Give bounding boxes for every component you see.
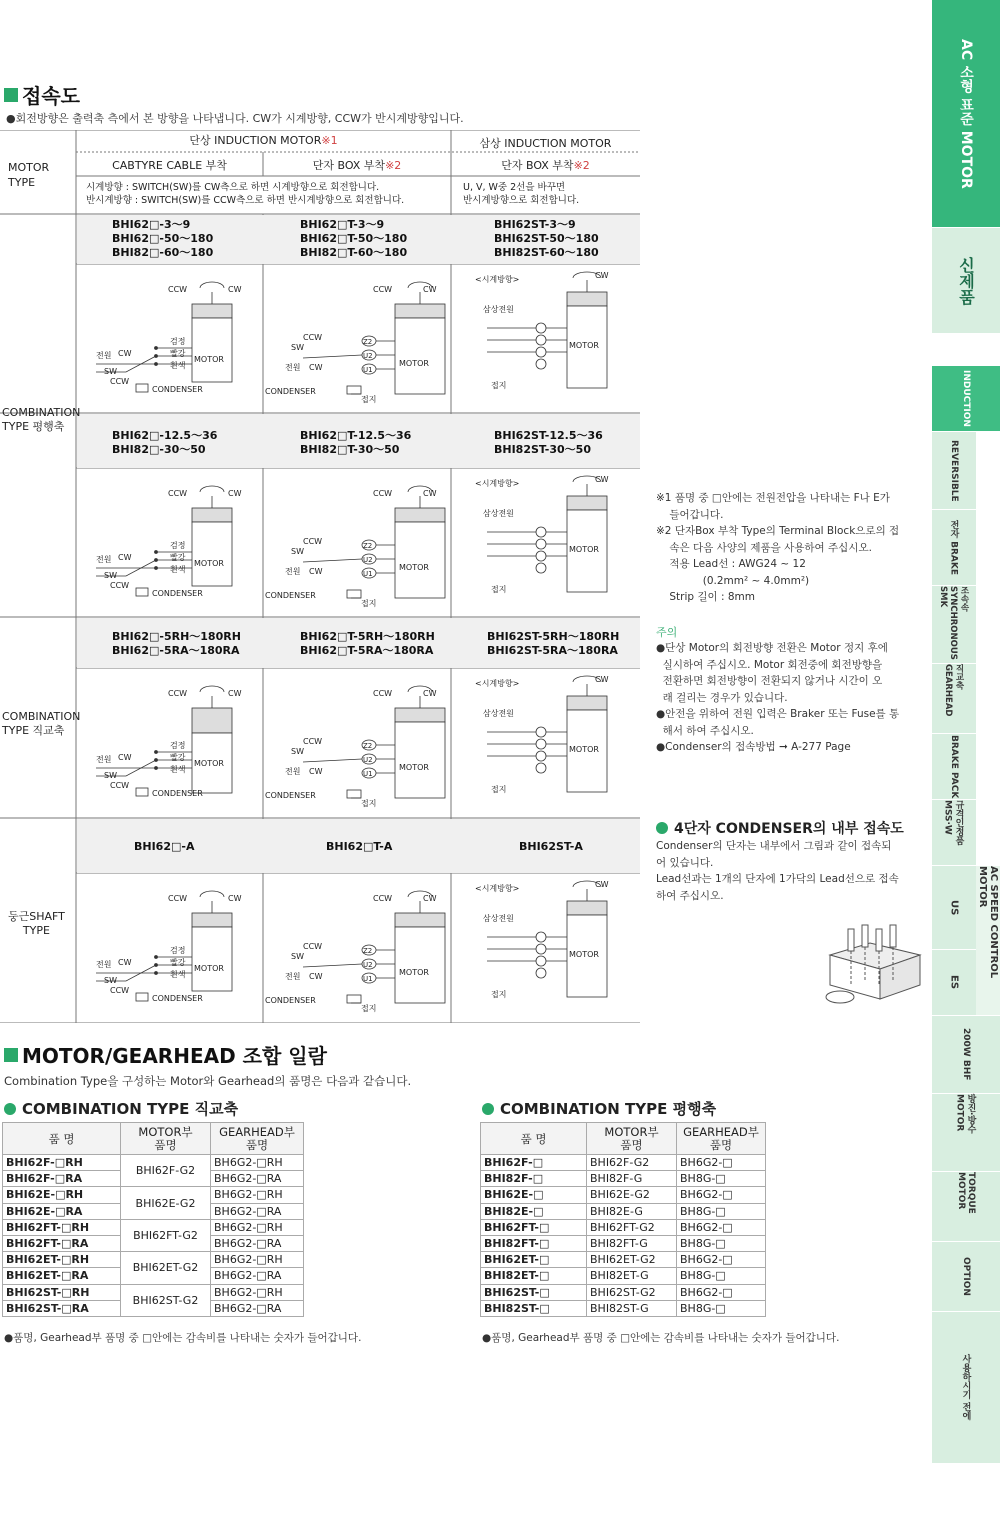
motor-part: BHI62F-G2 (121, 1155, 211, 1187)
diagram-label: CCW (168, 489, 188, 498)
diagram-label: 빨강 (170, 349, 186, 358)
row-label-parallel: COMBINATION TYPE 평행축 (2, 406, 81, 433)
product-name: BHI82ET-□ (481, 1268, 587, 1284)
diagram-label: CCW (168, 689, 188, 698)
terminal-header: 단자 BOX 부착 (312, 159, 386, 172)
table-row (3, 1187, 304, 1203)
diagram-label: SW (291, 747, 304, 756)
sidebar-item-waterproof[interactable]: 방진·방수 MOTOR (932, 1094, 1000, 1172)
table-row (3, 1219, 304, 1235)
wiring-diagram (263, 875, 451, 1023)
wiring-table (0, 130, 640, 1023)
diagram-label: 검정 (170, 946, 186, 955)
diagram-label: 전원 (285, 567, 301, 576)
sidebar-item-es[interactable]: ES (932, 950, 976, 1016)
wiring-diagram (451, 875, 640, 1023)
three-phase-header: 삼상 INDUCTION MOTOR (479, 137, 612, 150)
sidebar-item-option[interactable]: OPTION (932, 1242, 1000, 1312)
right-angle-title: COMBINATION TYPE 직교축 (4, 1098, 238, 1119)
gearhead-part: BH6G2-□RA (211, 1268, 304, 1284)
model-label: BHI62□-3～9 BHI62□-50～180 BHI82□-60～180 (112, 218, 214, 259)
gearhead-part: BH6G2-□RA (211, 1300, 304, 1316)
gearhead-part: BH6G2-□RA (211, 1203, 304, 1219)
diagram-label: CCW (373, 489, 393, 498)
diagram-label: MOTOR (194, 355, 224, 364)
diagram-label: Z2 (363, 542, 373, 550)
motor-part: BHI62E-G2 (587, 1187, 677, 1203)
cw-ccw-text: 시계방향 : SWITCH(SW)를 CW측으로 하면 시계방향으로 회전합니다. 반시계방향 : SWITCH(SW)를 CCW측으로 하면 반시계방향으로 회전합니다. (86, 182, 405, 206)
diagram-label: MOTOR (569, 745, 599, 754)
table-row (481, 1171, 766, 1187)
diagram-label: CW (595, 475, 609, 484)
sidebar-item-bhf[interactable]: 200W BHF (932, 1016, 1000, 1094)
gearhead-part: BH8G-□ (677, 1171, 766, 1187)
model-label: BHI62□-12.5～36 BHI82□-30～50 (112, 429, 218, 456)
uvw-text: U, V, W중 2선을 바꾸면 반시계방향으로 회전합니다. (463, 182, 580, 206)
section-title: 접속도 (4, 80, 80, 109)
diagram-label: SW (291, 547, 304, 556)
wiring-diagram (76, 670, 263, 818)
model-label: BHI62ST-12.5～36 BHI82ST-30～50 (494, 429, 603, 456)
product-name: BHI82F-□ (481, 1171, 587, 1187)
diagram-label: CCW (373, 689, 393, 698)
table-row (481, 1187, 766, 1203)
diagram-label: CCW (303, 537, 323, 546)
diagram-label: CW (309, 567, 323, 576)
diagram-label: MOTOR (569, 950, 599, 959)
gearhead-part: BH6G2-□RH (211, 1252, 304, 1268)
diagram-label: CONDENSER (265, 996, 316, 1005)
note-1: ※1 품명 중 □안에는 전원전압을 나타내는 F나 E가 들어갑니다. (656, 492, 890, 521)
diagram-label: CW (595, 880, 609, 889)
model-label: BHI62□-5RH～180RH BHI62□-5RA～180RA (112, 630, 241, 657)
product-name: BHI62ET-□ (481, 1252, 587, 1268)
product-name: BHI82ST-□ (481, 1300, 587, 1316)
model-label: BHI62□T-3～9 BHI62□T-50～180 BHI82□T-60～180 (300, 218, 408, 259)
diagram-label: 검정 (170, 541, 186, 550)
gearhead-part: BH6G2-□RH (211, 1155, 304, 1171)
diagram-label: 흰색 (170, 765, 186, 774)
diagram-label: CW (309, 972, 323, 981)
diagram-label: U1 (363, 975, 373, 983)
diagram-label: Z2 (363, 947, 373, 955)
sidebar-item-us[interactable]: US (932, 866, 976, 950)
diagram-label: 전원 (285, 363, 301, 372)
diagram-label: CCW (168, 894, 188, 903)
col-header: 품 명 (481, 1123, 587, 1155)
parallel-note: ●품명, Gearhead부 품명 중 □안에는 감속비를 나타내는 숫자가 들어갑니다. (482, 1332, 840, 1344)
col-header: GEARHEAD부 품명 (211, 1123, 304, 1155)
sidebar-item-brake-pack[interactable]: BRAKE PACK (932, 734, 976, 800)
table-row (481, 1268, 766, 1284)
gearhead-part: BH6G2-□RH (211, 1219, 304, 1235)
product-name: BHI62E-□ (481, 1187, 587, 1203)
sidebar-item-mss[interactable]: 규격인정품 MSS·W (932, 800, 976, 866)
product-name: BHI62F-□ (481, 1155, 587, 1171)
caution-title: 주의 (656, 626, 678, 639)
motor-part: BHI82ST-G (587, 1300, 677, 1316)
note-ref: ※2 (573, 159, 590, 172)
diagram-label: CCW (110, 986, 130, 995)
wiring-diagram (263, 670, 451, 818)
single-phase-header: 단상 INDUCTION MOTOR (189, 134, 322, 147)
sidebar-tab-new[interactable]: 신제품 (932, 228, 1000, 334)
section-2-title: MOTOR/GEARHEAD 조합 일람 (4, 1040, 327, 1069)
section-2-desc: Combination Type을 구성하는 Motor와 Gearhead의 품명은 다음과 같습니다. (4, 1074, 412, 1088)
diagram-label: CW (228, 285, 242, 294)
diagram-label: 빨강 (170, 958, 186, 967)
diagram-label: 전원 (96, 555, 112, 564)
wiring-diagram (451, 670, 640, 818)
parallel-title: COMBINATION TYPE 평행축 (482, 1098, 716, 1119)
motor-part: BHI62F-G2 (587, 1155, 677, 1171)
wiring-diagram (76, 266, 263, 414)
diagram-label: 흰색 (170, 565, 186, 574)
product-name: BHI62FT-□ (481, 1219, 587, 1235)
diagram-label: CW (423, 689, 437, 698)
caution-1: ●단상 Motor의 회전방향 전환은 Motor 정지 후에 실시하여 주십시오. Motor 회전중에 회전방향을 전환하면 회전방향이 전환되지 않거나 시간이 오 래 걸리는 경우가 있습니다. (656, 642, 888, 704)
product-name: BHI62ET-□RA (3, 1268, 121, 1284)
right-angle-table (2, 1122, 304, 1317)
gearhead-part: BH6G2-□RA (211, 1171, 304, 1187)
sidebar-item-induction[interactable]: INDUCTION (932, 366, 1000, 432)
product-name: BHI62F-□RA (3, 1171, 121, 1187)
diagram-label: CCW (303, 333, 323, 342)
parallel-table (480, 1122, 766, 1317)
diagram-label: 삼상전원 (483, 509, 514, 518)
diagram-label: Z2 (363, 742, 373, 750)
diagram-label: MOTOR (569, 341, 599, 350)
table-row (3, 1284, 304, 1300)
diagram-label: 전원 (96, 755, 112, 764)
model-label: BHI62ST-3～9 BHI62ST-50～180 BHI82ST-60～180 (494, 218, 599, 259)
diagram-label: 접지 (361, 395, 377, 404)
product-name: BHI62ST-□RH (3, 1284, 121, 1300)
diagram-label: <시계방향> (475, 479, 520, 488)
diagram-label: 삼상전원 (483, 305, 514, 314)
cabtyre-header: CABTYRE CABLE 부착 (112, 159, 227, 172)
diagram-label: 검정 (170, 741, 186, 750)
diagram-label: MOTOR (399, 359, 429, 368)
model-label: BHI62□T-A (326, 840, 393, 853)
diagram-label: CW (423, 894, 437, 903)
diagram-label: CW (595, 675, 609, 684)
gearhead-part: BH8G-□ (677, 1268, 766, 1284)
motor-part: BHI62ST-G2 (121, 1284, 211, 1316)
sidebar-item-synchronous[interactable]: 조속속 SYNCHRONOUS SMK (932, 586, 976, 664)
motor-part: BHI82F-G (587, 1171, 677, 1187)
motor-part: BHI62ST-G2 (587, 1284, 677, 1300)
diagram-label: MOTOR (194, 759, 224, 768)
sidebar-item-brake[interactable]: 전자 BRAKE (932, 510, 976, 586)
diagram-label: CCW (110, 377, 130, 386)
sidebar-tab-main[interactable]: AC 소형 표준 MOTOR (932, 0, 1000, 228)
gearhead-part: BH6G2-□ (677, 1187, 766, 1203)
sidebar-speed-control[interactable]: AC SPEED CONTROL MOTOR (976, 866, 1000, 1016)
motor-part: BHI62ET-G2 (587, 1252, 677, 1268)
wiring-diagram (76, 470, 263, 618)
product-name: BHI62F-□RH (3, 1155, 121, 1171)
diagram-label: CW (423, 489, 437, 498)
model-label: BHI62□T-12.5～36 BHI82□T-30～50 (300, 429, 412, 456)
row-label-right-angle: COMBINATION TYPE 직교축 (2, 710, 81, 737)
diagram-label: <시계방향> (475, 275, 520, 284)
table-row (481, 1219, 766, 1235)
diagram-label: CCW (110, 581, 130, 590)
motor-part: BHI82FT-G (587, 1235, 677, 1251)
note-ref: ※2 (385, 159, 402, 172)
model-label: BHI62ST-A (519, 840, 583, 853)
diagram-label: 전원 (285, 972, 301, 981)
table-row (3, 1155, 304, 1171)
condenser-illustration (820, 915, 930, 1010)
diagram-label: MOTOR (569, 545, 599, 554)
diagram-label: CONDENSER (265, 591, 316, 600)
note-ref: ※1 (321, 134, 338, 147)
motor-type-label: MOTOR TYPE (8, 161, 50, 189)
condenser-text: Condenser의 단자는 내부에서 그림과 같이 접속되 어 있습니다. Lead선과는 1개의 단자에 1가닥의 Lead선으로 접속 하여 주십시오. (656, 840, 899, 902)
diagram-label: CONDENSER (265, 387, 316, 396)
product-name: BHI62ST-□ (481, 1284, 587, 1300)
col-header: MOTOR부 품명 (587, 1123, 677, 1155)
diagram-label: SW (104, 571, 117, 580)
right-angle-note: ●품명, Gearhead부 품명 중 □안에는 감속비를 나타내는 숫자가 들어갑니다. (4, 1332, 362, 1344)
wiring-diagram (76, 875, 263, 1023)
table-row (481, 1203, 766, 1219)
diagram-label: 접지 (491, 585, 507, 594)
diagram-label: U2 (363, 352, 373, 360)
sidebar-item-torque[interactable]: TORQUE MOTOR (932, 1172, 1000, 1242)
diagram-label: U1 (363, 770, 373, 778)
note-2: ※2 단자Box 부착 Type의 Terminal Block으로의 접 속은 다음 사양의 제품을 사용하여 주십시오. 적용 Lead선 : AWG24 ~ 12 (0.2mm² ~ 4.0mm²) Strip 길이 : 8mm (656, 525, 900, 603)
model-label: BHI62ST-5RH～180RH BHI62ST-5RA～180RA (487, 630, 620, 657)
gearhead-part: BH6G2-□ (677, 1284, 766, 1300)
sidebar-item-gearhead[interactable]: 직교축 GEARHEAD (932, 664, 976, 734)
col-header: GEARHEAD부 품명 (677, 1123, 766, 1155)
product-name: BHI82FT-□ (481, 1235, 587, 1251)
diagram-label: U2 (363, 556, 373, 564)
wiring-diagram (451, 266, 640, 414)
diagram-label: CW (228, 689, 242, 698)
diagram-label: CONDENSER (152, 789, 203, 798)
diagram-label: Z2 (363, 338, 373, 346)
row-label-round: 둥근SHAFT TYPE (8, 910, 65, 937)
col-header: 품 명 (3, 1123, 121, 1155)
gearhead-part: BH6G2-□RA (211, 1235, 304, 1251)
product-name: BHI82E-□ (481, 1203, 587, 1219)
diagram-label: CCW (303, 737, 323, 746)
diagram-label: CONDENSER (152, 994, 203, 1003)
rotation-desc: ●회전방향은 출력축 측에서 본 방향을 나타냅니다. CW가 시계방향, CCW가 반시계방향입니다. (6, 112, 464, 125)
sidebar-item-before-use[interactable]: 사용하시기 전에 (932, 1312, 1000, 1464)
wiring-diagram (263, 470, 451, 618)
diagram-label: 접지 (361, 599, 377, 608)
wiring-diagram (451, 470, 640, 618)
table-row (481, 1284, 766, 1300)
caution-3: ●Condenser의 접속방법 ➞ A-277 Page (656, 741, 851, 753)
product-name: BHI62FT-□RH (3, 1219, 121, 1235)
diagram-label: CCW (303, 942, 323, 951)
terminal-header-3p: 단자 BOX 부착 (501, 159, 574, 172)
diagram-label: 전원 (96, 960, 112, 969)
diagram-label: 전원 (285, 767, 301, 776)
diagram-label: CW (118, 753, 132, 762)
sidebar-item-reversible[interactable]: REVERSIBLE (932, 432, 976, 510)
diagram-label: CCW (168, 285, 188, 294)
diagram-label: 접지 (491, 785, 507, 794)
model-label: BHI62□-A (134, 840, 195, 853)
diagram-label: MOTOR (194, 964, 224, 973)
diagram-label: MOTOR (399, 763, 429, 772)
diagram-label: SW (104, 976, 117, 985)
diagram-label: U2 (363, 961, 373, 969)
diagram-label: SW (291, 343, 304, 352)
diagram-label: CONDENSER (152, 385, 203, 394)
diagram-label: MOTOR (399, 968, 429, 977)
motor-part: BHI62FT-G2 (121, 1219, 211, 1251)
product-name: BHI62ET-□RH (3, 1252, 121, 1268)
gearhead-part: BH6G2-□ (677, 1155, 766, 1171)
diagram-label: CW (228, 894, 242, 903)
caution-2: ●안전을 위하여 전원 입력은 Braker 또는 Fuse를 통 해서 하여 주십시오. (656, 708, 900, 737)
diagram-label: CW (118, 958, 132, 967)
product-name: BHI62E-□RH (3, 1187, 121, 1203)
diagram-label: CCW (373, 285, 393, 294)
diagram-label: 접지 (491, 990, 507, 999)
diagram-label: U1 (363, 366, 373, 374)
diagram-label: CW (309, 767, 323, 776)
diagram-label: CW (423, 285, 437, 294)
diagram-label: 삼상전원 (483, 709, 514, 718)
diagram-label: 빨강 (170, 553, 186, 562)
condenser-title: 4단자 CONDENSER의 내부 접속도 (656, 818, 904, 838)
table-row (481, 1252, 766, 1268)
diagram-label: CW (118, 553, 132, 562)
diagram-label: CCW (373, 894, 393, 903)
product-name: BHI62E-□RA (3, 1203, 121, 1219)
motor-part: BHI62ET-G2 (121, 1252, 211, 1284)
table-row (481, 1300, 766, 1316)
diagram-label: 전원 (96, 351, 112, 360)
gearhead-part: BH6G2-□ (677, 1219, 766, 1235)
diagram-label: U2 (363, 756, 373, 764)
diagram-label: CCW (110, 781, 130, 790)
diagram-label: 흰색 (170, 970, 186, 979)
diagram-label: CW (118, 349, 132, 358)
sidebar (932, 0, 1000, 1528)
diagram-label: MOTOR (399, 563, 429, 572)
gearhead-part: BH8G-□ (677, 1300, 766, 1316)
table-row (481, 1155, 766, 1171)
diagram-label: CONDENSER (265, 791, 316, 800)
gearhead-part: BH6G2-□ (677, 1252, 766, 1268)
product-name: BHI62ST-□RA (3, 1300, 121, 1316)
gearhead-part: BH8G-□ (677, 1235, 766, 1251)
diagram-label: <시계방향> (475, 679, 520, 688)
col-header: MOTOR부 품명 (121, 1123, 211, 1155)
motor-part: BHI62E-G2 (121, 1187, 211, 1219)
diagram-label: CW (595, 271, 609, 280)
diagram-label: U1 (363, 570, 373, 578)
motor-part: BHI62FT-G2 (587, 1219, 677, 1235)
diagram-label: MOTOR (194, 559, 224, 568)
diagram-label: 빨강 (170, 753, 186, 762)
diagram-label: CW (309, 363, 323, 372)
diagram-label: 삼상전원 (483, 914, 514, 923)
diagram-label: SW (291, 952, 304, 961)
diagram-label: 검정 (170, 337, 186, 346)
diagram-label: SW (104, 367, 117, 376)
motor-part: BHI82E-G (587, 1203, 677, 1219)
motor-part: BHI82ET-G (587, 1268, 677, 1284)
model-label: BHI62□T-5RH～180RH BHI62□T-5RA～180RA (300, 630, 435, 657)
product-name: BHI62FT-□RA (3, 1235, 121, 1251)
diagram-label: 접지 (491, 381, 507, 390)
diagram-label: 흰색 (170, 361, 186, 370)
table-row (481, 1235, 766, 1251)
diagram-label: SW (104, 771, 117, 780)
gearhead-part: BH6G2-□RH (211, 1284, 304, 1300)
gearhead-part: BH6G2-□RH (211, 1187, 304, 1203)
diagram-label: CONDENSER (152, 589, 203, 598)
diagram-label: <시계방향> (475, 884, 520, 893)
table-row (3, 1252, 304, 1268)
diagram-label: 접지 (361, 799, 377, 808)
diagram-label: CW (228, 489, 242, 498)
diagram-label: 접지 (361, 1004, 377, 1013)
gearhead-part: BH8G-□ (677, 1203, 766, 1219)
wiring-diagram (263, 266, 451, 414)
